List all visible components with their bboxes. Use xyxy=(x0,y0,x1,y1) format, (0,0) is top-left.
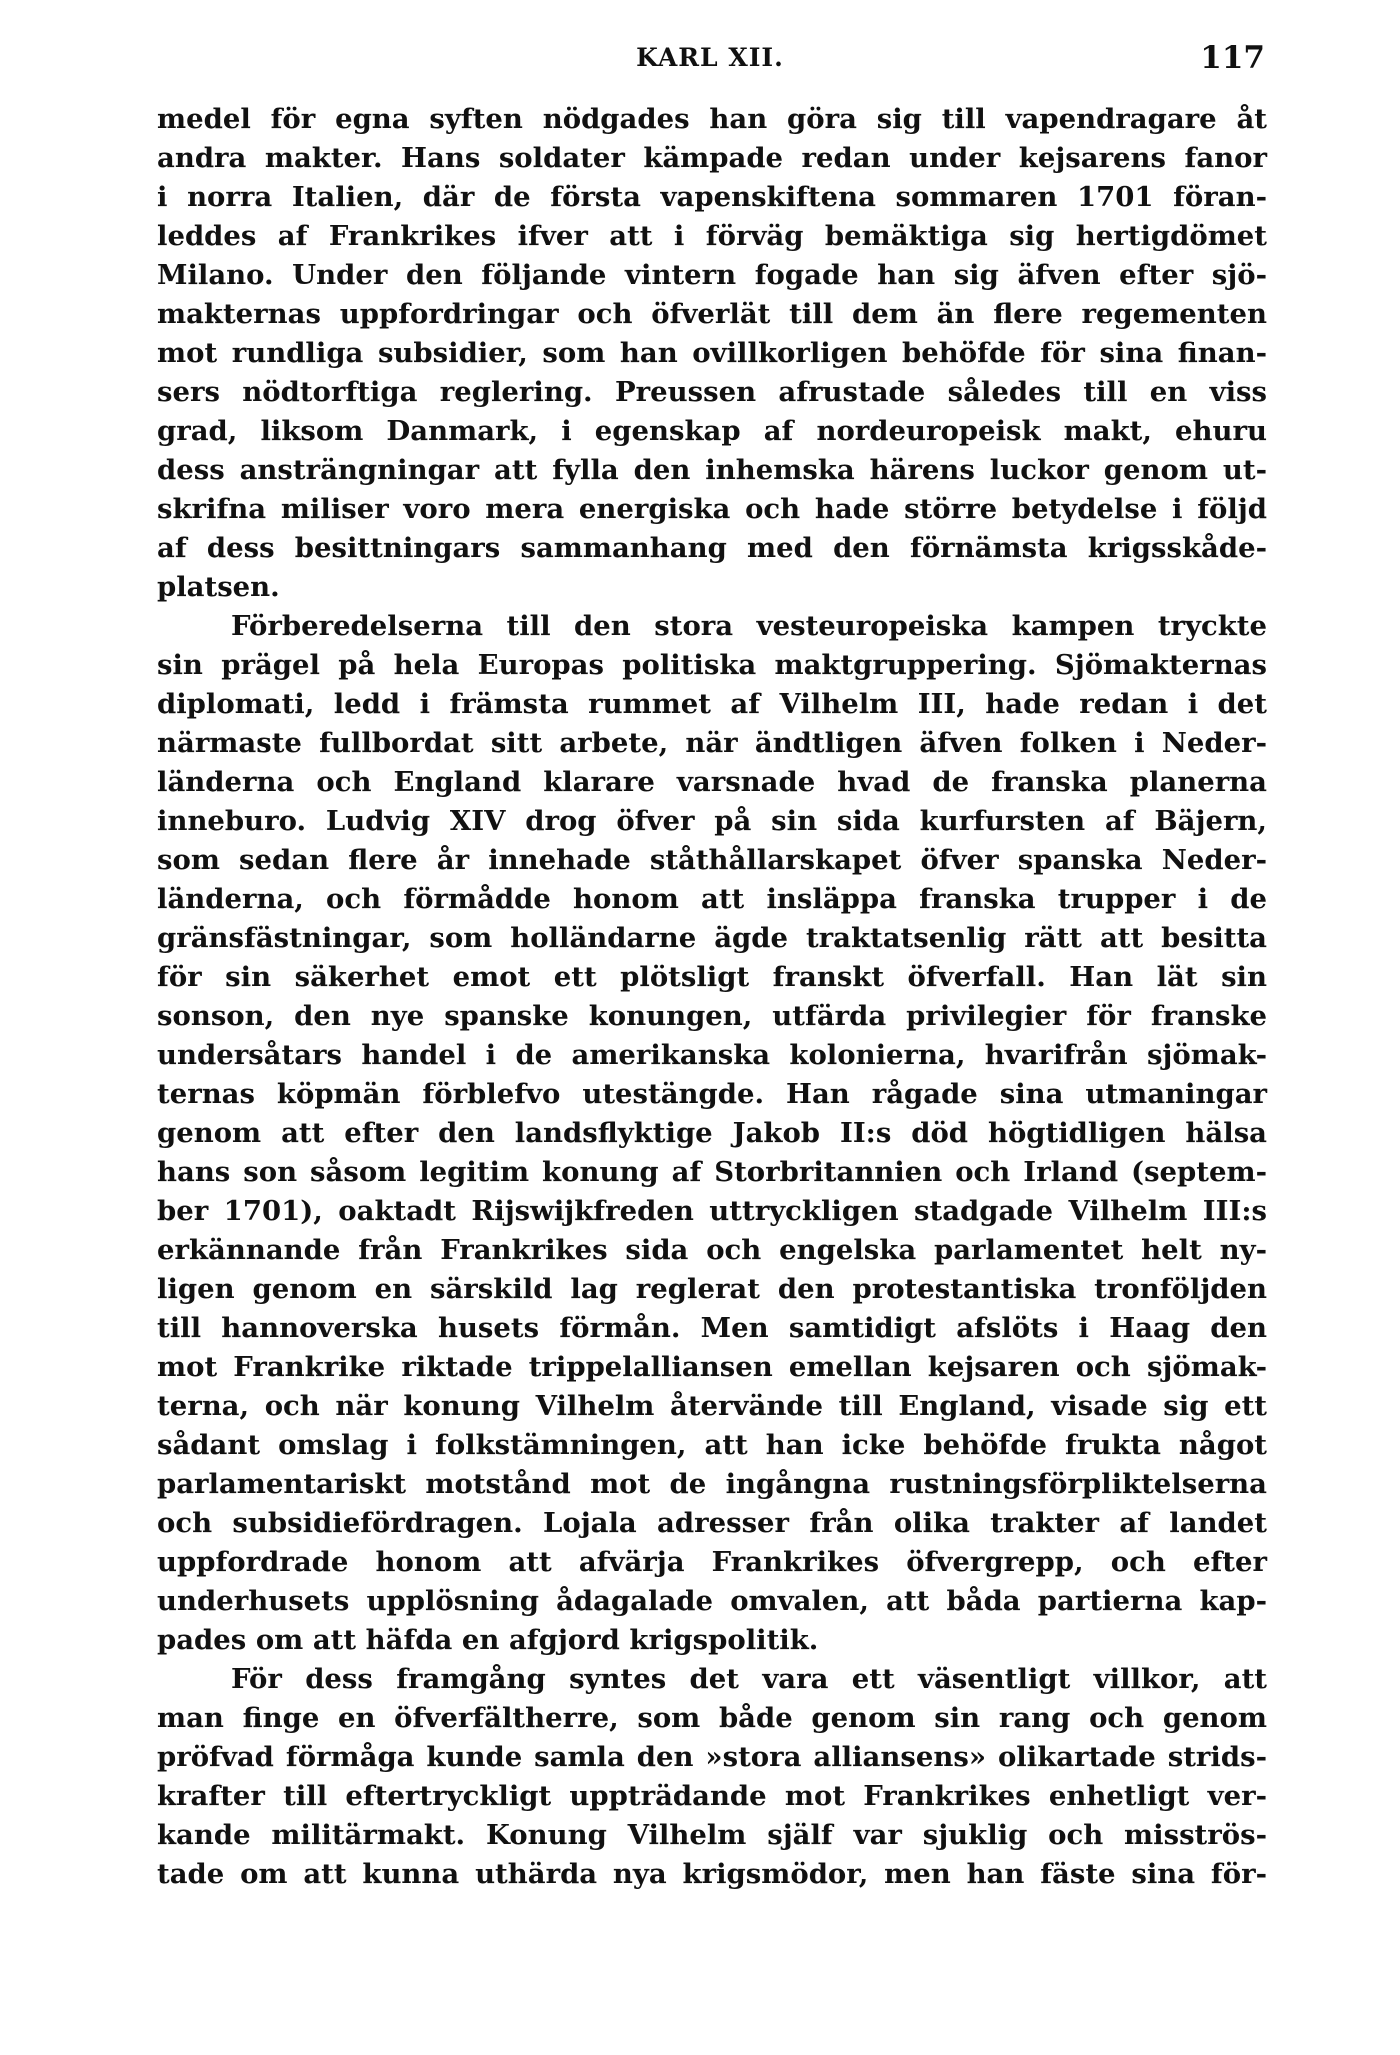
text-line: grad, liksom Danmark, i egenskap af nordeuropeisk makt, ehuru xyxy=(157,415,1267,447)
text-line: För dess framgång syntes det vara ett väsentligt villkor, att xyxy=(231,1663,1267,1695)
text-line: pröfvad förmåga kunde samla den »stora alliansens» olikartade strids- xyxy=(157,1741,1267,1773)
text-line: länderna, och förmådde honom att insläppa franska trupper i de xyxy=(157,883,1267,915)
text-line: ternas köpmän förblefvo utestängde. Han rågade sina utmaningar xyxy=(157,1078,1267,1110)
running-title: KARL XII. xyxy=(636,43,784,72)
text-line: genom att efter den landsflyktige Jakob II:s död högtidligen hälsa xyxy=(157,1117,1267,1149)
text-line: platsen. xyxy=(157,571,280,603)
text-line: krafter till eftertryckligt uppträdande mot Frankrikes enhetligt ver- xyxy=(157,1780,1267,1812)
text-line: dess ansträngningar att fylla den inhemska härens luckor genom ut- xyxy=(157,454,1267,486)
text-line: af dess besittningars sammanhang med den förnämsta krigsskåde- xyxy=(157,532,1267,564)
running-head xyxy=(155,38,1265,78)
text-line: uppfordrade honom att afvärja Frankrikes öfvergrepp, och efter xyxy=(157,1546,1267,1578)
text-line: underhusets upplösning ådagalade omvalen, att båda partierna kap- xyxy=(157,1585,1267,1617)
text-line: pades om att häfda en afgjord krigspolitik. xyxy=(157,1624,819,1656)
text-line: länderna och England klarare varsnade hvad de franska planerna xyxy=(157,766,1267,798)
body-text xyxy=(157,100,1267,1894)
text-line: medel för egna syften nödgades han göra sig till vapendragare åt xyxy=(157,103,1267,135)
text-line: andra makter. Hans soldater kämpade redan under kejsarens fanor xyxy=(157,142,1267,174)
text-line: ber 1701), oaktadt Rijswijkfreden uttryckligen stadgade Vilhelm III:s xyxy=(157,1195,1267,1227)
text-line: erkännande från Frankrikes sida och engelska parlamentet helt ny- xyxy=(157,1234,1267,1266)
text-line: Förberedelserna till den stora vesteuropeiska kampen tryckte xyxy=(231,610,1267,642)
text-line: diplomati, ledd i främsta rummet af Vilhelm III, hade redan i det xyxy=(157,688,1267,720)
text-line: som sedan flere år innehade ståthållarskapet öfver spanska Neder- xyxy=(157,844,1267,876)
text-line: sådant omslag i folkstämningen, att han icke behöfde frukta något xyxy=(157,1429,1267,1461)
text-line: och subsidiefördragen. Lojala adresser från olika trakter af landet xyxy=(157,1507,1267,1539)
text-line: sers nödtorftiga reglering. Preussen afrustade således till en viss xyxy=(157,376,1267,408)
text-line: i norra Italien, där de första vapenskiftena sommaren 1701 föran- xyxy=(157,181,1267,213)
text-line: skrifna miliser voro mera energiska och hade större betydelse i följd xyxy=(157,493,1267,525)
text-line: Milano. Under den följande vintern fogade han sig äfven efter sjö- xyxy=(157,259,1267,291)
text-line: mot Frankrike riktade trippelalliansen emellan kejsaren och sjömak- xyxy=(157,1351,1267,1383)
text-line: mot rundliga subsidier, som han ovillkorligen behöfde för sina finan- xyxy=(157,337,1267,369)
text-line: gränsfästningar, som holländarne ägde traktatsenlig rätt att besitta xyxy=(157,922,1267,954)
text-line: hans son såsom legitim konung af Storbritannien och Irland (septem- xyxy=(157,1156,1267,1188)
text-line: för sin säkerhet emot ett plötsligt franskt öfverfall. Han lät sin xyxy=(157,961,1267,993)
text-line: undersåtars handel i de amerikanska kolonierna, hvarifrån sjömak- xyxy=(157,1039,1267,1071)
text-line: tade om att kunna uthärda nya krigsmödor, men han fäste sina för- xyxy=(157,1858,1267,1890)
text-line: parlamentariskt motstånd mot de ingångna rustningsförpliktelserna xyxy=(157,1468,1267,1500)
text-line: sonson, den nye spanske konungen, utfärda privilegier för franske xyxy=(157,1000,1267,1032)
text-line: makternas uppfordringar och öfverlät till dem än flere regementen xyxy=(157,298,1267,330)
text-line: man finge en öfverfältherre, som både genom sin rang och genom xyxy=(157,1702,1267,1734)
page-number: 117 xyxy=(1200,40,1265,76)
text-line: kande militärmakt. Konung Vilhelm själf var sjuklig och misströs- xyxy=(157,1819,1267,1851)
text-line: ligen genom en särskild lag reglerat den protestantiska tronföljden xyxy=(157,1273,1267,1305)
text-line: inneburo. Ludvig XIV drog öfver på sin sida kurfursten af Bäjern, xyxy=(157,805,1267,837)
text-line: sin prägel på hela Europas politiska maktgruppering. Sjömakternas xyxy=(157,649,1267,681)
text-line: leddes af Frankrikes ifver att i förväg bemäktiga sig hertigdömet xyxy=(157,220,1267,252)
text-line: närmaste fullbordat sitt arbete, när ändtligen äfven folken i Neder- xyxy=(157,727,1267,759)
text-line: terna, och när konung Vilhelm återvände till England, visade sig ett xyxy=(157,1390,1267,1422)
text-line: till hannoverska husets förmån. Men samtidigt afslöts i Haag den xyxy=(157,1312,1267,1344)
